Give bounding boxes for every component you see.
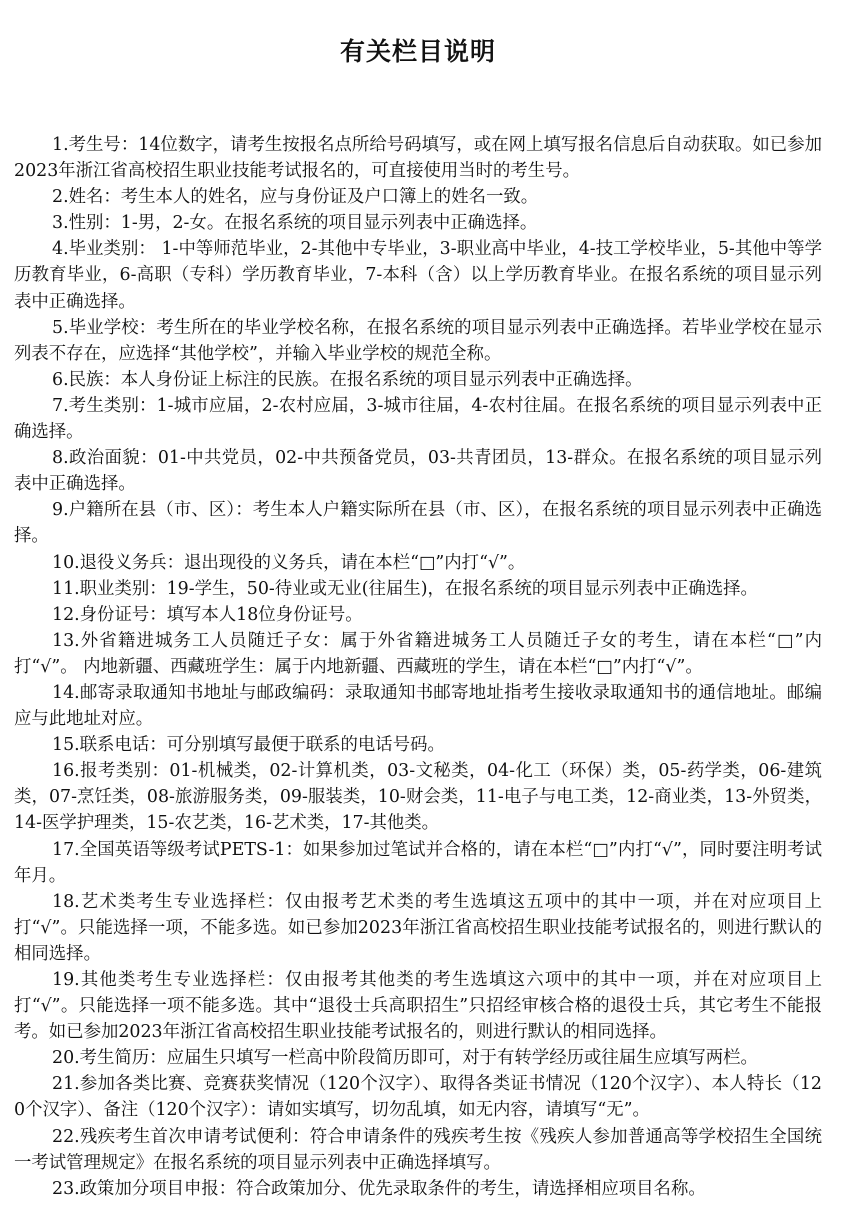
list-item: 16.报考类别：01-机械类，02-计算机类，03-文秘类，04-化工（环保）类，05-药学类，06-建筑类，07-烹饪类，08-旅游服务类，09-服装类，10-财会类，11-电子与电工类，12-商业类，13-外贸类，14-医学护理类，15-农艺类，16-艺术类，17-其他类。 — [14, 761, 822, 834]
list-item: 11.职业类别：19-学生，50-待业或无业(往届生)，在报名系统的项目显示列表中正确选择。 — [52, 578, 758, 599]
list-item: 18.艺术类考生专业选择栏：仅由报考艺术类的考生选填这五项中的其中一项，并在对应项目上打“√”。只能选择一项，不能多选。如已参加2023年浙江省高校招生职业技能考试报名的，则进行默认的相同选择。 — [14, 891, 822, 964]
list-item: 10.退役义务兵：退出现役的义务兵，请在本栏“□”内打“√”。 — [52, 552, 526, 573]
list-item: 19.其他类考生专业选择栏：仅由报考其他类的考生选填这六项中的其中一项，并在对应项目上打“√”。只能选择一项不能多选。其中“退役士兵高职招生”只招经审核合格的退役士兵，其它考生不能报考。如已参加2023年浙江省高校招生职业技能考试报名的，则进行默认的相同选择。 — [14, 970, 822, 1043]
list-item: 9.户籍所在县（市、区）：考生本人户籍实际所在县（市、区），在报名系统的项目显示列表中正确选择。 — [14, 500, 822, 547]
list-item: 7.考生类别：1-城市应届，2-农村应届，3-城市往届，4-农村往届。在报名系统的项目显示列表中正确选择。 — [14, 395, 822, 443]
list-item: 12.身份证号：填写本人18位身份证号。 — [52, 604, 363, 625]
list-item: 21.参加各类比赛、竞赛获奖情况（120个汉字）、取得各类证书情况（120个汉字）、本人特长（120个汉字）、备注（120个汉字）：请如实填写，切勿乱填，如无内容，请填写“无”。 — [14, 1074, 822, 1121]
list-item: 5.毕业学校：考生所在的毕业学校名称，在报名系统的项目显示列表中正确选择。若毕业学校在显示列表不存在，应选择“其他学校”，并输入毕业学校的规范全称。 — [14, 317, 822, 364]
list-item: 17.全国英语等级考试PETS-1：如果参加过笔试并合格的，请在本栏“□”内打“√”，同时要注明考试年月。 — [14, 839, 822, 886]
list-item: 20.考生简历：应届生只填写一栏高中阶段简历即可，对于有转学经历或往届生应填写两栏。 — [52, 1048, 758, 1069]
list-item: 14.邮寄录取通知书地址与邮政编码：录取通知书邮寄地址指考生接收录取通知书的通信地址。邮编应与此地址对应。 — [14, 682, 822, 730]
list-item: 22.残疾考生首次申请考试便利：符合申请条件的残疾考生按《残疾人参加普通高等学校招生全国统一考试管理规定》在报名系统的项目显示列表中正确选择填写。 — [14, 1126, 822, 1173]
list-item: 2.姓名：考生本人的姓名，应与身份证及户口簿上的姓名一致。 — [52, 187, 539, 208]
list-item: 8.政治面貌：01-中共党员，02-中共预备党员，03-共青团员，13-群众。在报名系统的项目显示列表中正确选择。 — [14, 448, 822, 495]
list-item: 15.联系电话：可分别填写最便于联系的电话号码。 — [52, 735, 445, 756]
page-title: 有关栏目说明 — [339, 37, 496, 66]
list-item: 13.外省籍进城务工人员随迁子女：属于外省籍进城务工人员随迁子女的考生，请在本栏“□”内打“√”。 内地新疆、西藏班学生：属于内地新疆、西藏班的学生，请在本栏“□”内打“√”。 — [14, 630, 822, 677]
list-item: 4.毕业类别： 1-中等师范毕业，2-其他中专毕业，3-职业高中毕业，4-技工学校毕业，5-其他中等学历教育毕业，6-高职（专科）学历教育毕业，7-本科（含）以上学历教育毕业。在报名系统的项目显示列表中正确选择。 — [14, 239, 822, 312]
list-item: 6.民族：本人身份证上标注的民族。在报名系统的项目显示列表中正确选择。 — [52, 369, 643, 390]
list-item: 23.政策加分项目申报：符合政策加分、优先录取条件的考生，请选择相应项目名称。 — [52, 1178, 706, 1199]
item-list — [14, 132, 822, 1202]
list-item: 1.考生号：14位数字，请考生按报名点所给号码填写，或在网上填写报名信息后自动获取。如已参加2023年浙江省高校招生职业技能考试报名的，可直接使用当时的考生号。 — [14, 135, 822, 182]
list-item: 3.性别：1-男，2-女。在报名系统的项目显示列表中正确选择。 — [52, 213, 538, 234]
